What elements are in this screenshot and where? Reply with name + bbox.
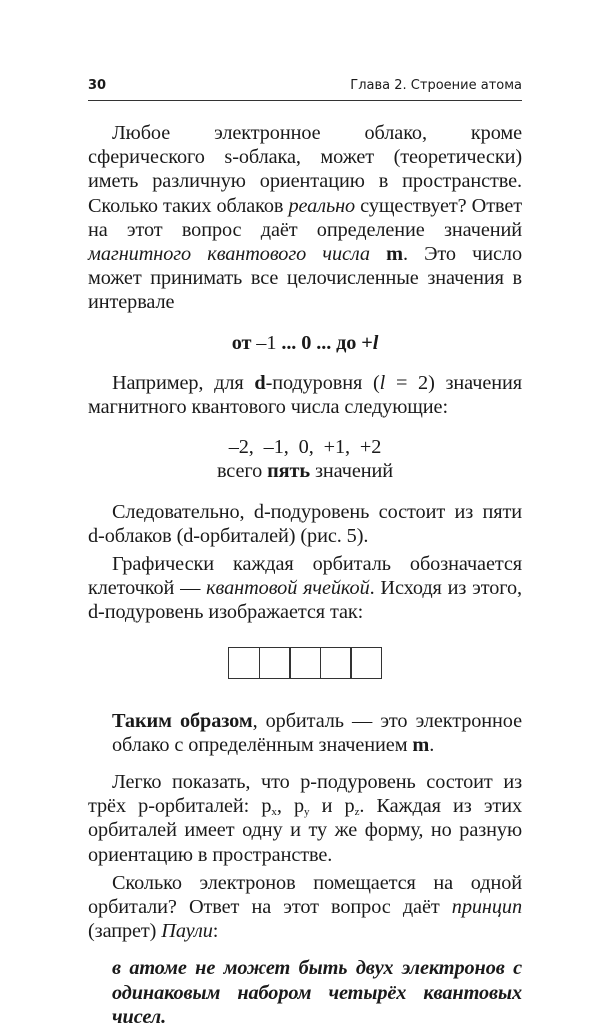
orbital-cell: [350, 647, 382, 679]
text: . Каждая из этих орбиталей имеет одну и ту же форму, но разную ориентацию в пространстве.: [88, 795, 522, 866]
text: Сколько электронов помещается на одной орбитали? Ответ на этот вопрос даёт: [88, 871, 522, 919]
range-formula: [88, 331, 522, 355]
orbital-cell: [289, 647, 321, 679]
symbol-d: d: [254, 371, 266, 394]
symbol-m: m: [412, 733, 430, 756]
text: .: [429, 733, 435, 756]
page-body: [88, 121, 522, 1029]
text: (запрет): [88, 920, 162, 943]
text: Графически каждая орбиталь обозначается клеточкой —: [88, 553, 522, 600]
symbol-l: l: [372, 331, 379, 354]
page-number: 30: [88, 78, 107, 93]
emphasis: реально: [288, 194, 356, 217]
paragraph-consequence: Следовательно, d-подуровень состоит из пяти d-облаков (d-орбиталей) (рис. 5).: [88, 500, 522, 547]
definition-block: [112, 709, 522, 757]
subscript: x: [271, 806, 277, 819]
text: . Это число может принимать все целочисленные значения в интервале: [88, 243, 522, 314]
text: всего: [216, 460, 268, 483]
page-header: [88, 74, 522, 101]
term-principle: принцип: [451, 896, 522, 919]
text: значений: [310, 460, 394, 483]
text: и p: [309, 795, 355, 818]
paragraph-graphic: [88, 552, 522, 625]
subscript: y: [304, 806, 310, 819]
term-magnetic-quantum-number: магнитного квантового числа: [88, 243, 370, 266]
values-line: –2, –1, 0, +1, +2: [228, 436, 382, 459]
text: , p: [276, 795, 305, 818]
orbital-cell: [259, 647, 291, 679]
text: Например, для: [112, 371, 255, 394]
paragraph-intro: [88, 121, 522, 315]
text: -подуровня (: [265, 371, 380, 394]
symbol-m: m: [386, 243, 403, 266]
text: от: [231, 331, 257, 354]
text: . Исходя из этого, d-подуровень изображается так:: [88, 577, 522, 624]
text: :: [212, 920, 219, 943]
text: пять: [267, 460, 311, 483]
symbol-l: l: [379, 371, 386, 394]
pauli-principle-quote: [112, 956, 522, 1029]
orbital-cell: [228, 647, 260, 679]
subscript: z: [354, 806, 360, 819]
text: [370, 243, 386, 265]
term-pauli: Паули: [161, 920, 213, 943]
text: существует? Ответ на этот вопрос даёт определение значений: [88, 194, 522, 241]
text: Легко показать, что p-подуровень состоит из трёх p-орбиталей: p: [88, 771, 522, 818]
values-total: [88, 459, 522, 483]
text: ... 0 ... до +: [276, 331, 373, 354]
text: –1: [256, 331, 277, 354]
text: Таким образом: [112, 709, 253, 732]
text: = 2) значения магнитного квантового числа следующие:: [88, 371, 522, 419]
text: Любое электронное облако, кроме сферического s-облака, может (теоретически) иметь различную ориентацию в пространстве. Сколько таких облаков: [88, 122, 522, 217]
text: , орбиталь — это электронное облако с определённым значением: [112, 709, 523, 756]
paragraph-example: [88, 371, 522, 419]
paragraph-electrons: [88, 871, 522, 944]
running-title: Глава 2. Строение атома: [350, 78, 522, 93]
text: в атоме не может быть двух электронов с одинаковым набором четырёх квантовых чисел.: [112, 957, 522, 1028]
orbital-cell: [320, 647, 352, 679]
paragraph-p-sublevel: [88, 770, 522, 867]
d-sublevel-cells: [88, 647, 522, 679]
term-quantum-cell: квантовой ячейкой: [206, 577, 370, 600]
